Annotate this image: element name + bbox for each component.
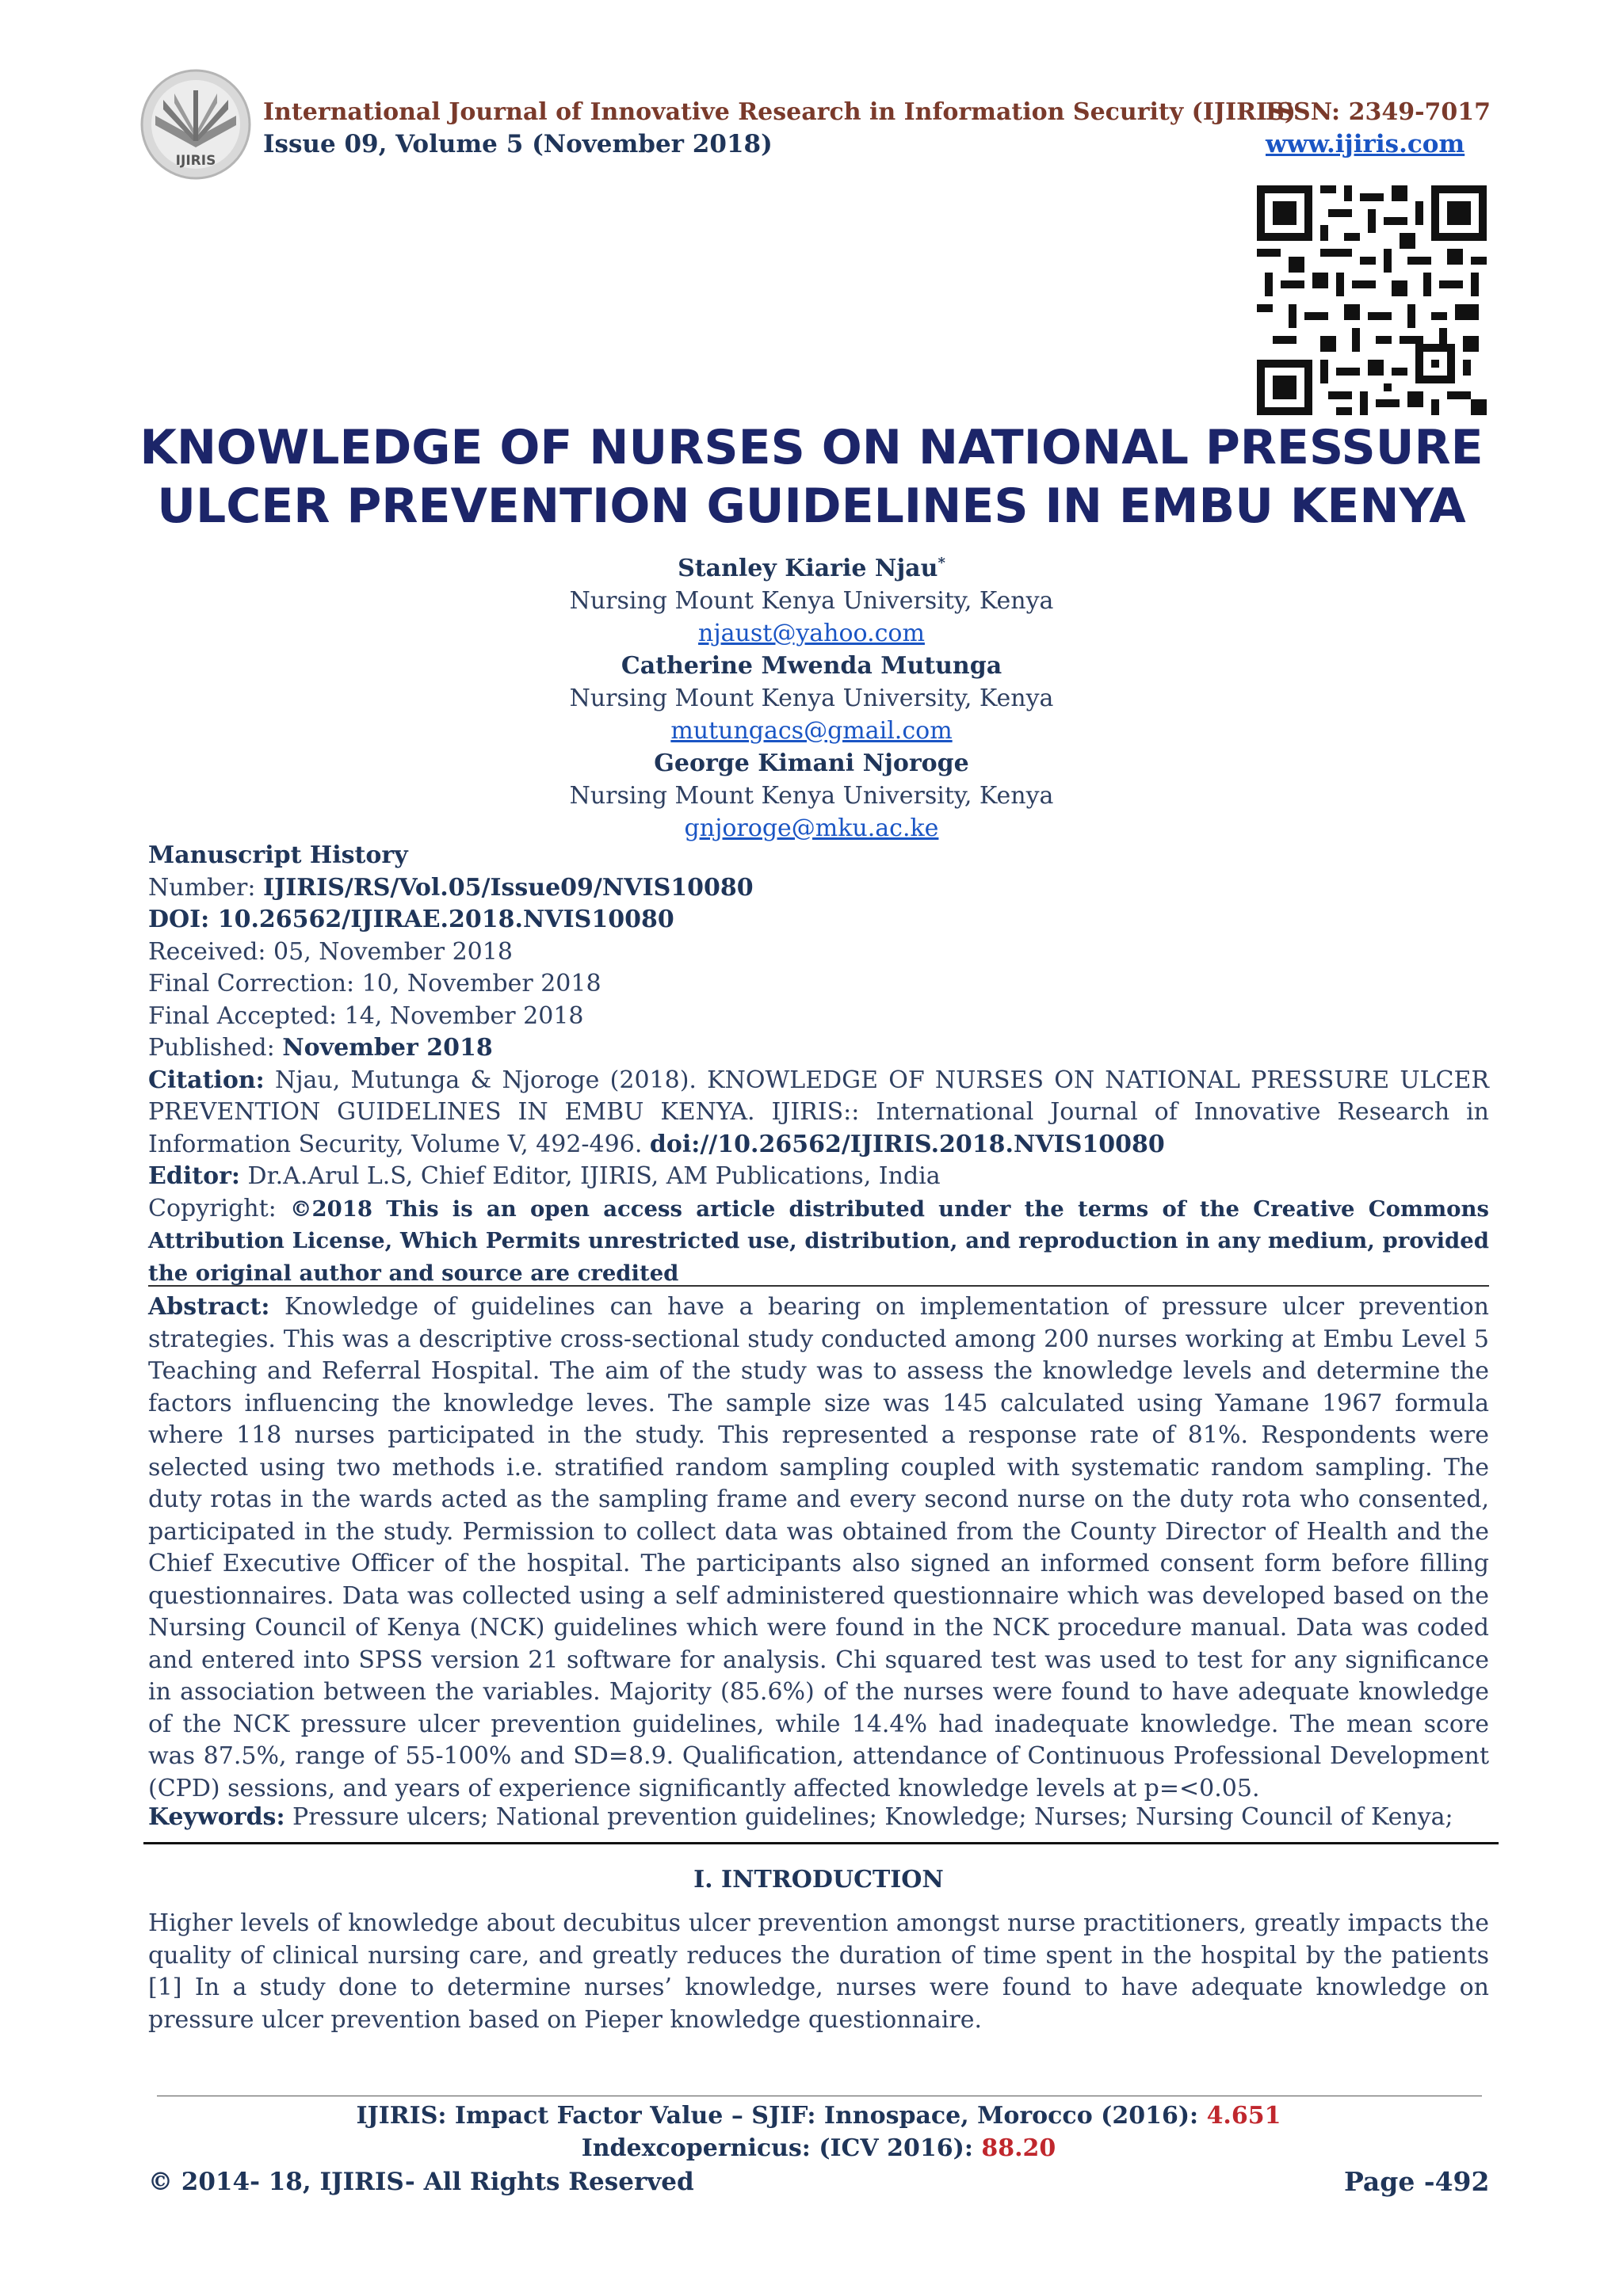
introduction-text: Higher levels of knowledge about decubitus ulcer prevention amongst nurse practitioners, greatly impacts the quality of clinical nursing care, and greatly reduces the duration of time spent in the hospital by the patients [1] In a study done to determine nurses’ knowledge, nurses were found to have adequate knowledge on pressure ulcer prevention based on Pieper knowledge questionnaire.	[148, 1909, 1489, 2034]
journal-name: International Journal of Innovative Research in Information Security (IJIRIS)	[263, 98, 1296, 126]
abstract-label: Abstract:	[148, 1293, 270, 1321]
title-line-2: ULCER PREVENTION GUIDELINES IN EMBU KENYA	[157, 479, 1466, 534]
citation-doi: doi://10.26562/IJIRIS.2018.NVIS10080	[649, 1130, 1165, 1158]
manuscript-doi: DOI: 10.26562/IJIRAE.2018.NVIS10080	[148, 906, 674, 933]
author-name: George Kimani Njoroge	[654, 749, 969, 777]
corresponding-mark: *	[938, 555, 945, 571]
issue-info: Issue 09, Volume 5 (November 2018)	[263, 130, 773, 158]
qr-code-icon[interactable]	[1257, 185, 1487, 415]
final-correction-date: Final Correction: 10, November 2018	[148, 970, 601, 997]
keywords-label: Keywords:	[148, 1803, 285, 1831]
author-block	[269, 650, 1354, 747]
copyright-notice: Copyright: ©2018 This is an open access article distributed under the terms of the Creative Commons Attribution License, Which Permits unrestricted use, distribution, and reproduction in any medium, provided the original author and source are credited	[148, 1194, 1489, 1286]
history-heading: Manuscript History	[148, 841, 408, 869]
keywords	[148, 1802, 1489, 1833]
author-email-link[interactable]: mutungacs@gmail.com	[670, 717, 953, 745]
impact-factor: IJIRIS: Impact Factor Value – SJIF: Innospace, Morocco (2016): 4.651	[356, 2102, 1281, 2130]
abstract-text: Knowledge of guidelines can have a bearing on implementation of pressure ulcer prevention strategies. This was a descriptive cross-sectional study conducted among 200 nurses working at Embu Level 5 Teaching and Referral Hospital. The aim of the study was to assess the knowledge levels and determine the factors influencing the knowledge leves. The sample size was 145 calculated using Yamane 1967 formula where 118 nurses participated in the study. This represented a response rate of 81%. Respondents were selected using two methods i.e. stratified random sampling coupled with systematic random sampling. The duty rotas in the wards acted as the sampling frame and every second nurse on the duty rota who consented, participated in the study. Permission to collect data was obtained from the County Director of Health and the Chief Executive Officer of the hospital. The participants also signed an informed consent form before filling questionnaires. Data was collected using a self administered questionnaire which was developed based on the Nursing Council of Kenya (NCK) guidelines which were found in the NCK procedure manual. Data was coded and entered into SPSS version 21 software for analysis. Chi squared test was used to test for any significance in association between the variables. Majority (85.6%) of the nurses were found to have adequate knowledge of the NCK pressure ulcer prevention guidelines, while 14.4% had inadequate knowledge. The mean score was 87.5%, range of 55-100% and SD=8.9. Qualification, attendance of Continuous Professional Development (CPD) sessions, and years of experience significantly affected knowledge levels at p=<0.05.	[148, 1293, 1489, 1802]
divider	[143, 1842, 1499, 1844]
author-name: Catherine Mwenda Mutunga	[621, 652, 1002, 680]
author-list	[269, 547, 1354, 845]
author-email-link[interactable]: njaust@yahoo.com	[698, 620, 925, 647]
divider	[148, 1285, 1489, 1287]
keywords-text: Pressure ulcers; National prevention guidelines; Knowledge; Nurses; Nursing Council of Kenya;	[285, 1803, 1453, 1831]
author-name: Stanley Kiarie Njau*	[678, 555, 945, 582]
manuscript-number: Number: IJIRIS/RS/Vol.05/Issue09/NVIS10080	[148, 873, 754, 902]
svg-text:IJIRIS: IJIRIS	[175, 153, 216, 169]
received-date: Received: 05, November 2018	[148, 937, 513, 966]
issn: ISSN: 2349-7017	[1266, 98, 1491, 126]
abstract	[148, 1291, 1489, 1805]
footer-copyright: © 2014- 18, IJIRIS- All Rights Reserved	[148, 2168, 694, 2196]
journal-url-link[interactable]: www.ijiris.com	[1266, 130, 1465, 158]
author-affiliation: Nursing Mount Kenya University, Kenya	[569, 782, 1054, 810]
published-date: Published: November 2018	[148, 1034, 493, 1062]
editor: Editor: Dr.A.Arul L.S, Chief Editor, IJIRIS, AM Publications, India	[148, 1162, 941, 1190]
author-affiliation: Nursing Mount Kenya University, Kenya	[569, 587, 1054, 615]
final-accepted-date: Final Accepted: 14, November 2018	[148, 1001, 584, 1030]
journal-logo-icon	[139, 68, 252, 181]
index-copernicus: Indexcopernicus: (ICV 2016): 88.20	[581, 2134, 1056, 2162]
citation: Citation: Njau, Mutunga & Njoroge (2018). KNOWLEDGE OF NURSES ON NATIONAL PRESSURE ULCER PREVENTION GUIDELINES IN EMBU KENYA. IJIRIS:: International Journal of Innovative Research in Information Security, Volume V, 492-496. doi://10.26562/IJIRIS.2018.NVIS10080	[148, 1066, 1489, 1158]
title-line-1: KNOWLEDGE OF NURSES ON NATIONAL PRESSURE	[139, 420, 1484, 475]
author-email-link[interactable]: gnjoroge@mku.ac.ke	[684, 814, 939, 842]
paper-title	[111, 418, 1512, 536]
section-heading: I. INTRODUCTION	[693, 1866, 944, 1894]
author-block	[269, 747, 1354, 845]
author-block	[269, 547, 1354, 650]
page-number: Page -492	[1344, 2166, 1490, 2197]
author-affiliation: Nursing Mount Kenya University, Kenya	[569, 685, 1054, 712]
manuscript-history	[148, 840, 1489, 1289]
